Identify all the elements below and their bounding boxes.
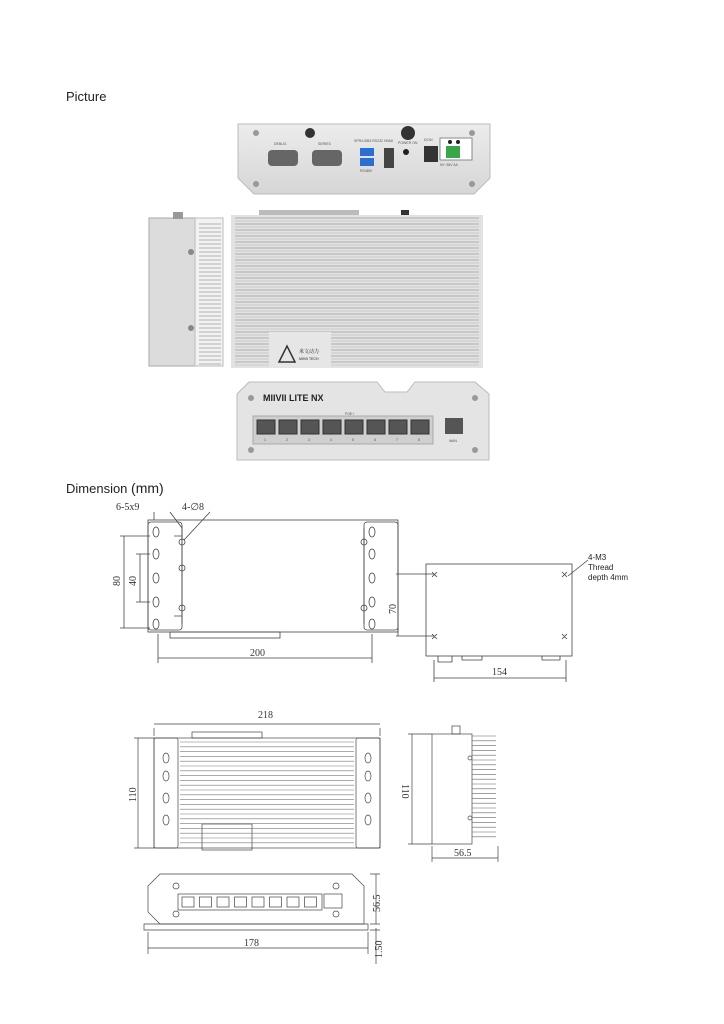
port-number: 2	[286, 438, 288, 442]
thread-note-2: Thread	[588, 563, 614, 572]
thread-note-3: depth 4mm	[588, 573, 629, 582]
dia-note: 4-∅8	[182, 502, 205, 513]
port-number: 4	[330, 438, 332, 442]
terminal-label: 9V~36V 5A	[440, 163, 458, 167]
poe-label: POE+	[345, 412, 355, 416]
dimension-heading	[66, 480, 164, 496]
model-label: MIIVII LITE NX	[263, 393, 324, 403]
dim-154: 154	[492, 667, 507, 678]
hdmi-label: HDMI	[384, 139, 393, 143]
rj45-port-outline	[200, 897, 212, 907]
dimension-unit: (mm)	[131, 480, 164, 496]
thread-note-1: 4-M3	[588, 553, 607, 562]
dim-40: 40	[128, 576, 139, 586]
dim-218: 218	[258, 710, 273, 721]
rj45-port	[323, 420, 341, 434]
rj45-port	[257, 420, 275, 434]
rj45-port-outline	[235, 897, 247, 907]
debug-label: DEBUG	[274, 142, 287, 146]
rj45-port-outline	[252, 897, 264, 907]
top-panel-photo	[238, 120, 490, 196]
dim-110-side: 110	[399, 784, 410, 799]
dim-200: 200	[250, 648, 265, 659]
bottom-view-drawing	[110, 498, 420, 670]
dimension-heading-text: Dimension	[66, 481, 128, 496]
dim-56-5-front: 56.5	[372, 894, 383, 912]
picture-heading: Picture	[66, 89, 107, 104]
rj45-port-outline	[217, 897, 229, 907]
rj45-port	[411, 420, 429, 434]
front-view-drawing	[140, 864, 390, 980]
port-number: 8	[418, 438, 420, 442]
power-label: POWER ON	[398, 141, 418, 145]
holes-note: 6-5x9	[116, 502, 140, 513]
dcin-label: DCIN	[424, 138, 433, 142]
dim-80: 80	[112, 576, 123, 586]
logo-sub: MIIVII TECH	[299, 357, 319, 361]
rj45-port	[345, 420, 363, 434]
side-bottom-drawing	[388, 550, 642, 686]
port-number: 6	[374, 438, 376, 442]
rj45-port-outline	[287, 897, 299, 907]
side-heatsink-drawing	[399, 722, 504, 868]
top-view-drawing	[128, 706, 392, 856]
usb-sub-label: RS485+	[360, 169, 373, 173]
dim-70: 70	[388, 604, 399, 614]
port-number: 1	[264, 438, 266, 442]
rj45-port-outline	[270, 897, 282, 907]
rj45-port-outline	[182, 897, 194, 907]
dim-110-left: 110	[128, 787, 139, 802]
usb-label: SPR/USB3 RS232	[354, 139, 383, 143]
port-number: 3	[308, 438, 310, 442]
rj45-port	[279, 420, 297, 434]
rj45-port-outline	[305, 897, 317, 907]
dim-178: 178	[244, 938, 259, 949]
logo-text: 米文动力	[299, 349, 320, 355]
side-view-photo	[147, 212, 223, 368]
dim-56-5-side: 56.5	[454, 848, 472, 859]
series-label: SERIES	[318, 142, 331, 146]
port-number: 5	[352, 438, 354, 442]
heatsink-photo	[231, 210, 483, 370]
rj45-port	[389, 420, 407, 434]
dim-1-50: 1.50	[374, 940, 385, 958]
wan-label: WAN	[449, 439, 458, 443]
rj45-port	[367, 420, 385, 434]
port-number: 7	[396, 438, 398, 442]
front-panel-photo	[237, 378, 489, 460]
rj45-port	[301, 420, 319, 434]
